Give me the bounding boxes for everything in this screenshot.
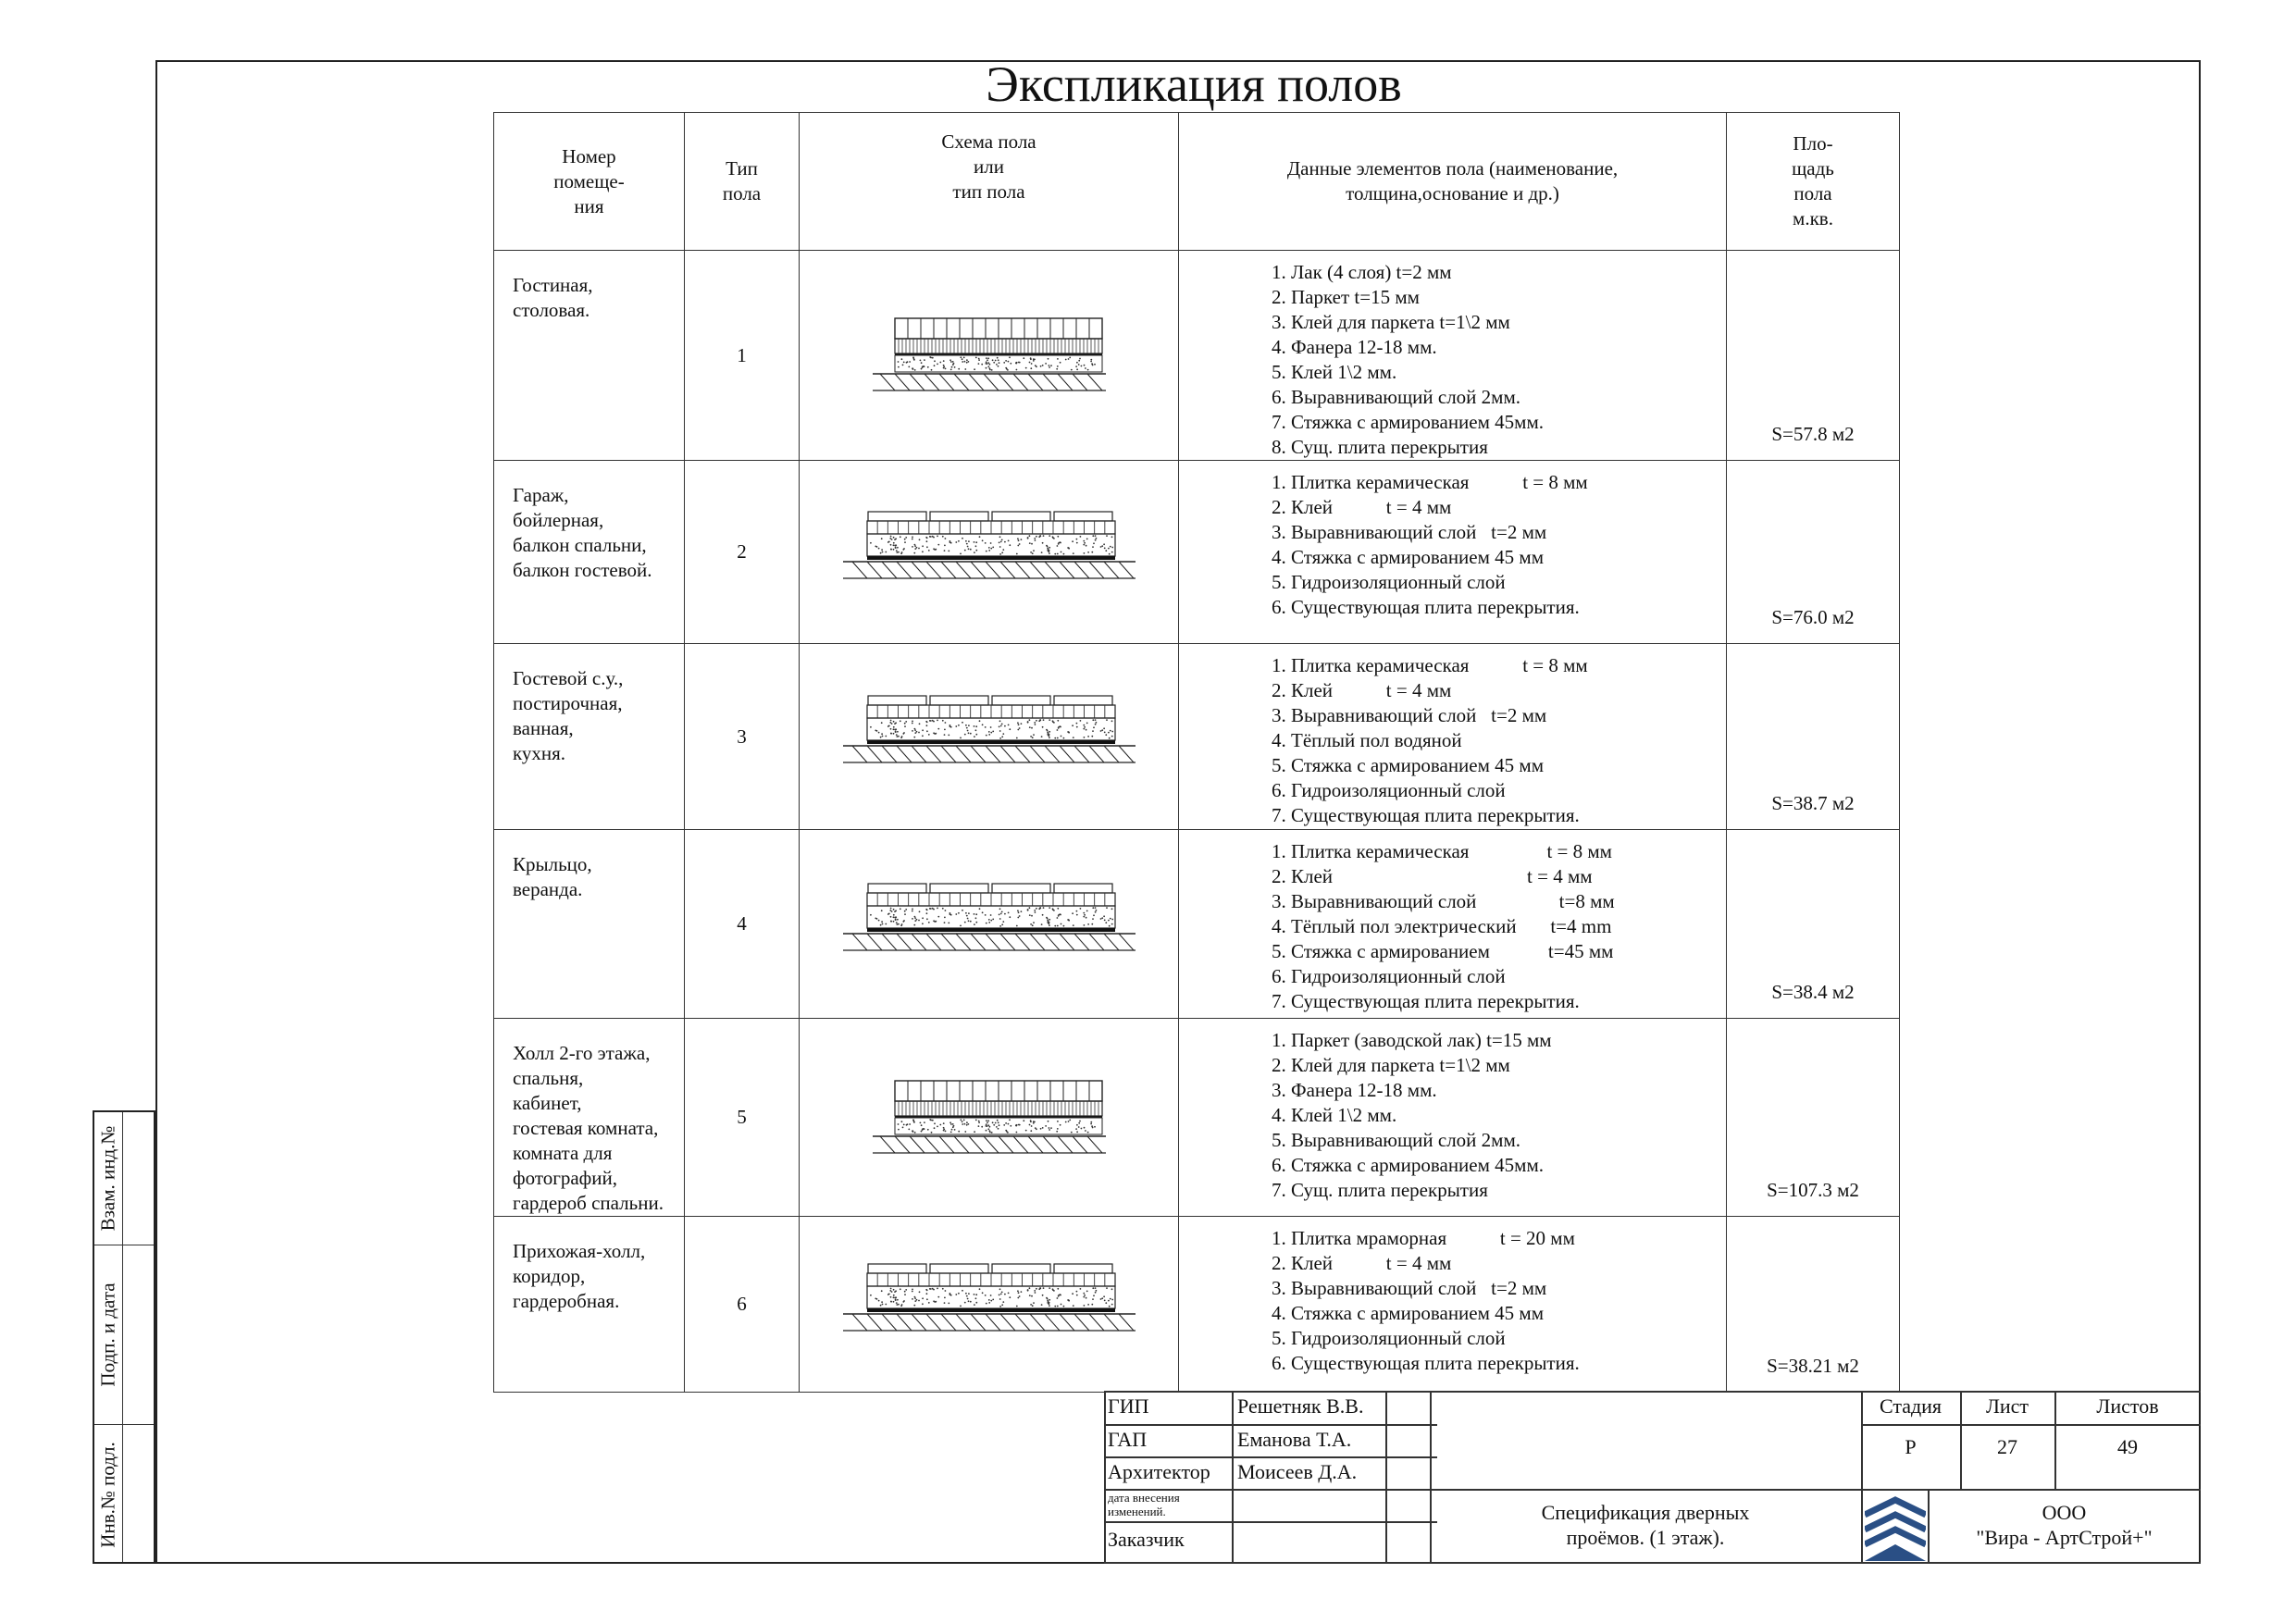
- layer-item: 3. Выравнивающий слой t=2 мм: [1272, 704, 1547, 726]
- swap-number-label: Взам. инд.№: [96, 1125, 119, 1232]
- room-names-cell: Гостиная, столовая.: [494, 251, 685, 461]
- table-row: [494, 461, 1900, 644]
- layer-item: 2. Клей для паркета t=1\2 мм: [1272, 1054, 1510, 1076]
- parquet-floor-section-icon: [869, 309, 1110, 402]
- floor-type-cell: 4: [685, 830, 800, 1019]
- floor-scheme-cell: [800, 1019, 1179, 1217]
- floor-type-cell: 6: [685, 1217, 800, 1393]
- floor-scheme-cell: [800, 644, 1179, 830]
- table-row: [494, 830, 1900, 1019]
- floor-layers-cell: [1179, 461, 1727, 644]
- room-names-cell: Холл 2-го этажа, спальня, кабинет, гостевая комната, комната для фотографий, гардероб спальни.: [494, 1019, 685, 1217]
- floor-scheme-cell: [800, 830, 1179, 1019]
- floor-area-cell: S=38.7 м2: [1727, 644, 1900, 830]
- layer-item: 1. Паркет (заводской лак) t=15 мм: [1272, 1029, 1552, 1051]
- original-number-label: Инв.№ подл.: [96, 1442, 119, 1548]
- table-row: [494, 644, 1900, 830]
- sheets-value: 49: [2117, 1435, 2138, 1458]
- layer-item: 2. Клей t = 4 мм: [1272, 496, 1452, 518]
- architect-role: Архитектор: [1108, 1460, 1210, 1483]
- floor-layers-cell: [1179, 830, 1727, 1019]
- table-row: [494, 1019, 1900, 1217]
- gap-role: ГАП: [1108, 1428, 1148, 1451]
- floor-area-cell: S=38.4 м2: [1727, 830, 1900, 1019]
- layer-item: 3. Фанера 12-18 мм.: [1272, 1079, 1437, 1101]
- side-stamp: [93, 1110, 155, 1564]
- floor-type-cell: 2: [685, 461, 800, 644]
- layer-item: 4. Тёплый пол водяной: [1272, 729, 1462, 751]
- floor-scheme-cell: [800, 1217, 1179, 1393]
- floor-area-cell: S=107.3 м2: [1727, 1019, 1900, 1217]
- layer-item: 2. Клей t = 4 мм: [1272, 1252, 1452, 1274]
- page-title: Экспликация полов: [986, 56, 1402, 112]
- layer-item: 2. Паркет t=15 мм: [1272, 286, 1420, 308]
- layer-item: 4. Стяжка с армированием 45 мм: [1272, 1302, 1544, 1324]
- layer-item: 7. Существующая плита перекрытия.: [1272, 990, 1580, 1012]
- layer-item: 2. Клей t = 4 мм: [1272, 679, 1452, 701]
- changes-date-label: дата внесения изменений.: [1108, 1491, 1180, 1518]
- customer-role: Заказчик: [1108, 1528, 1185, 1551]
- floor-area-cell: S=76.0 м2: [1727, 461, 1900, 644]
- drawing-title: Спецификация дверных проёмов. (1 этаж).: [1541, 1501, 1750, 1549]
- layer-item: 3. Выравнивающий слой t=8 мм: [1272, 890, 1615, 912]
- layer-item: 6. Выравнивающий слой 2мм.: [1272, 386, 1520, 408]
- layer-item: 6. Гидроизоляционный слой: [1272, 779, 1506, 801]
- floor-type-cell: 1: [685, 251, 800, 461]
- header-floor-type: Тип пола: [685, 113, 800, 251]
- layer-item: 1. Плитка мраморная t = 20 мм: [1272, 1227, 1575, 1249]
- header-room-number: Номер помеще- ния: [494, 113, 685, 251]
- table-header-row: [494, 113, 1900, 251]
- floor-layers-cell: [1179, 1019, 1727, 1217]
- floor-area-cell: S=57.8 м2: [1727, 251, 1900, 461]
- layer-item: 4. Стяжка с армированием 45 мм: [1272, 546, 1544, 568]
- header-area: Пло- щадь пола м.кв.: [1727, 113, 1900, 251]
- room-names-cell: Крыльцо, веранда.: [494, 830, 685, 1019]
- room-names-cell: Гостевой с.у., постирочная, ванная, кухня.: [494, 644, 685, 830]
- layer-item: 1. Плитка керамическая t = 8 мм: [1272, 654, 1588, 676]
- layer-item: 5. Гидроизоляционный слой: [1272, 571, 1506, 593]
- sheet-value: 27: [1997, 1435, 2017, 1458]
- layer-item: 7. Существующая плита перекрытия.: [1272, 804, 1580, 826]
- layer-item: 4. Тёплый пол электрический t=4 mm: [1272, 915, 1612, 937]
- layer-item: 4. Фанера 12-18 мм.: [1272, 336, 1437, 358]
- parquet-floor-section-icon: [869, 1072, 1110, 1164]
- layer-item: 3. Клей для паркета t=1\2 мм: [1272, 311, 1510, 333]
- stage-label: Стадия: [1879, 1394, 1942, 1418]
- layer-item: 2. Клей t = 4 мм: [1272, 865, 1593, 887]
- layer-item: 3. Выравнивающий слой t=2 мм: [1272, 521, 1547, 543]
- floor-layers-cell: [1179, 1217, 1727, 1393]
- layer-item: 4. Клей 1\2 мм.: [1272, 1104, 1397, 1126]
- floor-explication-table: [493, 112, 1900, 1393]
- layer-item: 5. Стяжка с армированием 45 мм: [1272, 754, 1544, 776]
- layer-item: 7. Стяжка с армированием 45мм.: [1272, 411, 1544, 433]
- room-names-cell: Прихожая-холл, коридор, гардеробная.: [494, 1217, 685, 1393]
- company-logo-icon: [1865, 1491, 1926, 1561]
- floor-type-cell: 3: [685, 644, 800, 830]
- floor-layers-cell: [1179, 644, 1727, 830]
- tile-floor-section-icon: [841, 506, 1137, 599]
- layer-item: 1. Плитка керамическая t = 8 мм: [1272, 471, 1588, 493]
- tile-floor-section-icon: [841, 690, 1137, 783]
- tile-floor-section-icon: [841, 1258, 1137, 1351]
- layer-item: 3. Выравнивающий слой t=2 мм: [1272, 1277, 1547, 1299]
- gip-name: Решетняк В.В.: [1237, 1394, 1364, 1418]
- layer-item: 7. Сущ. плита перекрытия: [1272, 1179, 1488, 1201]
- layer-item: 1. Плитка керамическая t = 8 мм: [1272, 840, 1612, 862]
- layer-item: 6. Стяжка с армированием 45мм.: [1272, 1154, 1544, 1176]
- sheets-label: Листов: [2096, 1394, 2159, 1418]
- layer-item: 8. Сущ. плита перекрытия: [1272, 436, 1488, 458]
- floor-type-cell: 5: [685, 1019, 800, 1217]
- layer-item: 5. Гидроизоляционный слой: [1272, 1327, 1506, 1349]
- layer-item: 5. Клей 1\2 мм.: [1272, 361, 1397, 383]
- tile-floor-section-icon: [841, 878, 1137, 971]
- architect-name: Моисеев Д.А.: [1237, 1460, 1358, 1483]
- room-names-cell: Гараж, бойлерная, балкон спальни, балкон гостевой.: [494, 461, 685, 644]
- table-row: [494, 251, 1900, 461]
- floor-layers-cell: [1179, 251, 1727, 461]
- floor-scheme-cell: [800, 251, 1179, 461]
- layer-item: 6. Гидроизоляционный слой: [1272, 965, 1506, 987]
- gap-name: Еманова Т.А.: [1237, 1428, 1352, 1451]
- header-scheme: Схема пола или тип пола: [800, 113, 1179, 251]
- gip-role: ГИП: [1108, 1394, 1149, 1418]
- company-name: ООО "Вира - АртСтрой+": [1976, 1501, 2153, 1549]
- table-row: [494, 1217, 1900, 1393]
- layer-item: 5. Стяжка с армированием t=45 мм: [1272, 940, 1614, 962]
- sheet-label: Лист: [1985, 1394, 2029, 1418]
- floor-scheme-cell: [800, 461, 1179, 644]
- header-elements: Данные элементов пола (наименование, толщина,основание и др.): [1179, 113, 1727, 251]
- stage-value: Р: [1905, 1435, 1917, 1458]
- signature-date-label: Подп. и дата: [96, 1282, 119, 1387]
- floor-area-cell: S=38.21 м2: [1727, 1217, 1900, 1393]
- layer-item: 1. Лак (4 слоя) t=2 мм: [1272, 261, 1452, 283]
- layer-item: 6. Существующая плита перекрытия.: [1272, 1352, 1580, 1374]
- layer-item: 5. Выравнивающий слой 2мм.: [1272, 1129, 1520, 1151]
- title-block: [1104, 1391, 2201, 1564]
- layer-item: 6. Существующая плита перекрытия.: [1272, 596, 1580, 618]
